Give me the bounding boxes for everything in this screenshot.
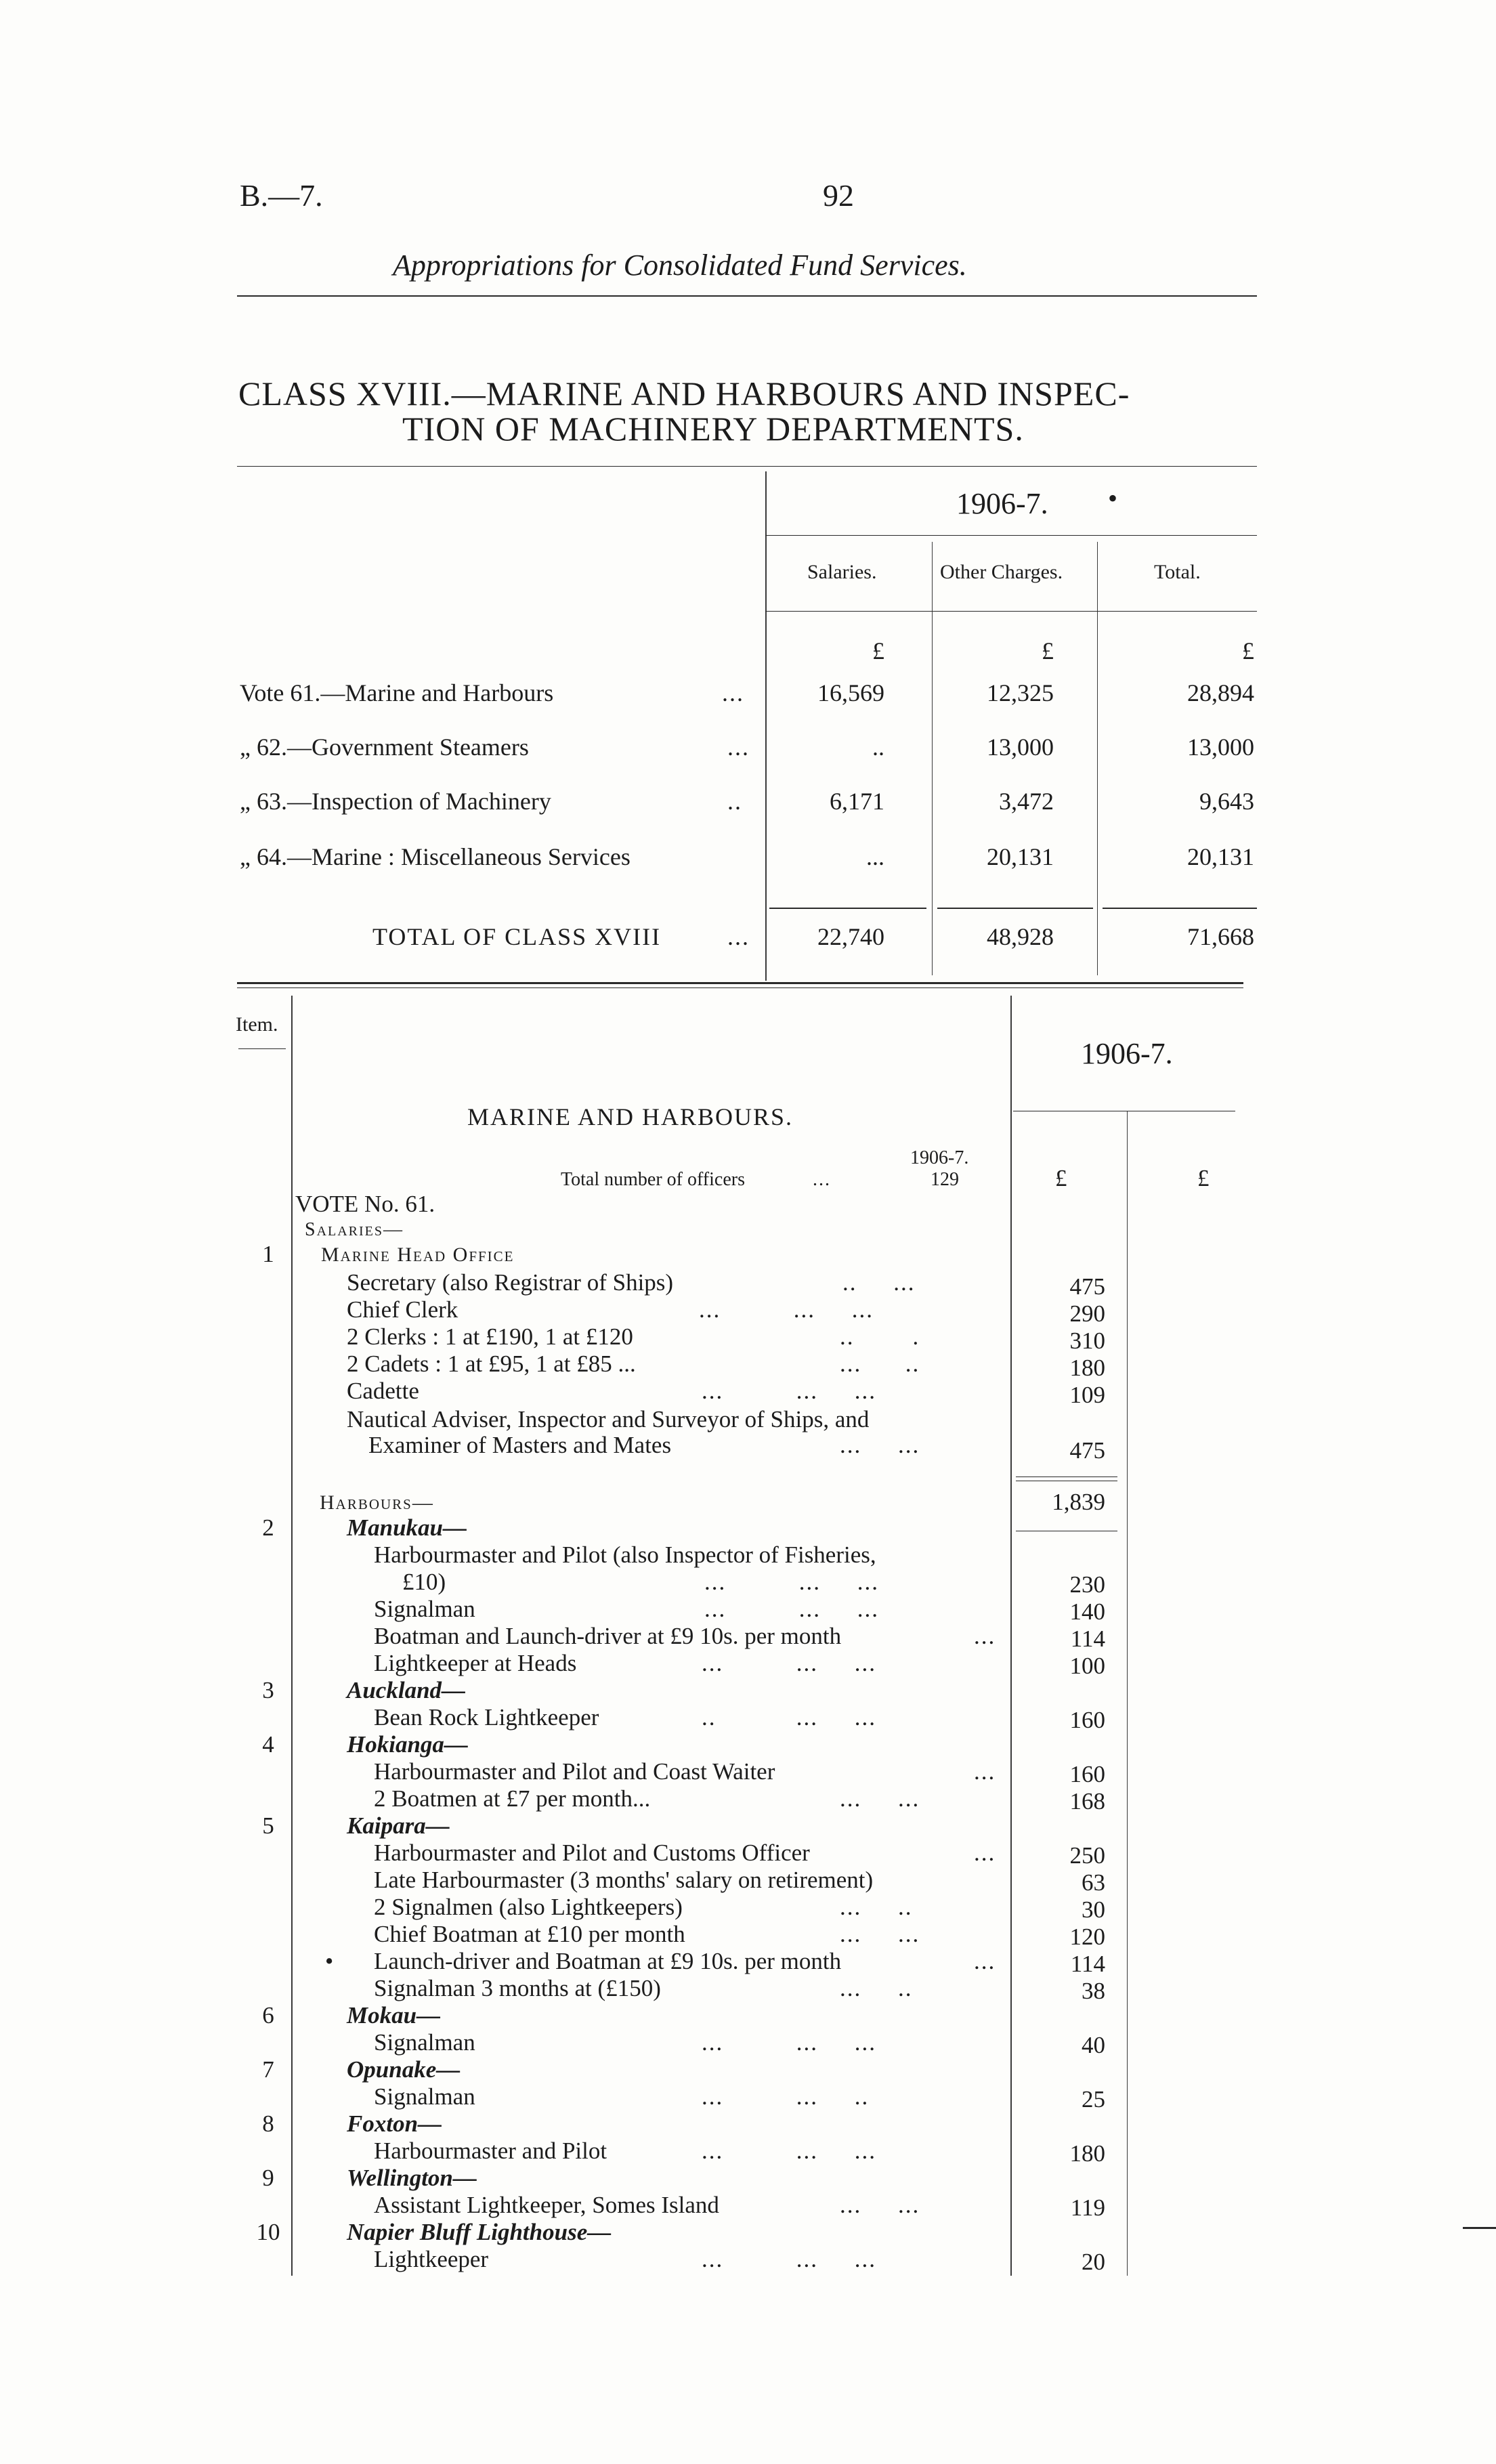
leader-dots: .. .: [840, 1323, 920, 1350]
line-text: Signalman 3 months at (£150): [374, 1975, 661, 2001]
leader-dots: ... ... ...: [704, 1569, 879, 1595]
line-amount: 100: [1069, 1653, 1105, 1679]
item-number: 7: [262, 2056, 274, 2083]
summary-row-total: 20,131: [1187, 843, 1254, 870]
detail-currency-1: £: [1055, 1165, 1067, 1191]
leader-dots: ... ...: [840, 1785, 920, 1812]
harbour-name: Mokau—: [347, 2002, 441, 2028]
summary-year-rule: [765, 535, 1257, 536]
harbour-name: Auckland—: [347, 1677, 466, 1703]
line-amount: 30: [1082, 1896, 1105, 1923]
item-number: 5: [262, 1812, 274, 1839]
line-text: Boatman and Launch-driver at £9 10s. per month: [374, 1623, 842, 1649]
summary-row-label: Vote 61.—Marine and Harbours: [240, 679, 554, 706]
line-amount: 230: [1069, 1571, 1105, 1598]
summary-row-salaries: 6,171: [830, 788, 884, 815]
section-title: MARINE AND HARBOURS.: [467, 1103, 794, 1130]
leader-dots: ... ..: [840, 1351, 920, 1377]
line-amount: 20: [1082, 2249, 1105, 2275]
line-text: Lightkeeper: [374, 2246, 489, 2272]
line-amount: 114: [1070, 1626, 1105, 1652]
line-amount: 310: [1069, 1327, 1105, 1354]
vote-number: VOTE No. 61.: [295, 1191, 435, 1217]
leader-dots: ...: [727, 923, 750, 950]
leader-dots: ..: [727, 788, 742, 815]
leader-dots: ... ... ..: [702, 2083, 870, 2110]
harbour-name: Kaipara—: [347, 1812, 450, 1839]
line-text: Assistant Lightkeeper, Somes Island: [374, 2192, 719, 2218]
summary-row-total: 9,643: [1199, 788, 1254, 815]
line-amount: 160: [1069, 1707, 1105, 1733]
item-number: 2: [262, 1514, 274, 1541]
line-amount: 25: [1082, 2086, 1105, 2112]
line-text: Lightkeeper at Heads: [374, 1650, 577, 1676]
harbour-name: Foxton—: [347, 2110, 442, 2137]
line-amount: 38: [1082, 1978, 1105, 2004]
total-rule-other: [937, 908, 1093, 909]
summary-row-other: 20,131: [987, 843, 1054, 870]
line-text: £10): [402, 1569, 446, 1595]
leader-dots: ... ... ...: [702, 2246, 876, 2272]
leader-dots: ... ...: [840, 1921, 920, 1947]
head-office-subtotal: 1,839: [1052, 1489, 1105, 1515]
item-header-rule: [238, 1048, 286, 1049]
item-number: 10: [256, 2219, 280, 2245]
amount-column-rule: [1010, 996, 1012, 2276]
currency-other: £: [1042, 637, 1054, 664]
total-rule-total: [1103, 908, 1257, 909]
item-number: 6: [262, 2002, 274, 2028]
line-text: 2 Signalmen (also Lightkeepers): [374, 1894, 683, 1920]
line-text: Chief Clerk: [347, 1296, 458, 1323]
leader-dots: ...: [727, 734, 750, 761]
officers-count: 129: [931, 1169, 959, 1190]
line-amount: 140: [1069, 1598, 1105, 1625]
harbour-name: Hokianga—: [347, 1731, 468, 1758]
leader-dots: ...: [974, 1840, 996, 1866]
line-amount: 180: [1069, 1355, 1105, 1381]
summary-year: 1906-7.: [956, 487, 1048, 520]
summary-divider: [765, 471, 767, 981]
class-title-rule: [237, 466, 1257, 467]
summary-row-label: „ 63.—Inspection of Machinery: [240, 788, 551, 815]
summary-total-other: 48,928: [987, 923, 1054, 950]
line-amount: 114: [1070, 1951, 1105, 1977]
item-number: 4: [262, 1731, 274, 1758]
leader-dots: ...: [722, 679, 744, 706]
line-amount: 180: [1069, 2140, 1105, 2167]
leader-dots: ... ... ...: [702, 2029, 876, 2056]
summary-total-total: 71,668: [1187, 923, 1254, 950]
item-number: 3: [262, 1677, 274, 1703]
bullet-mark: •: [325, 1948, 334, 1974]
leader-dots: ... ... ...: [704, 1596, 879, 1622]
item-header: Item.: [236, 1013, 278, 1036]
line-amount: 120: [1069, 1924, 1105, 1950]
item-column-rule: [291, 996, 293, 2276]
class-title-line-1: CLASS XVIII.—MARINE AND HARBOURS AND INSPEC-: [238, 375, 1130, 412]
leader-dots: ...: [974, 1948, 996, 1974]
line-text: 2 Boatmen at £7 per month...: [374, 1785, 651, 1812]
line-amount: 160: [1069, 1761, 1105, 1787]
summary-col-total: Total.: [1154, 561, 1201, 583]
margin-mark: [1463, 2227, 1496, 2229]
leader-dots: .. ...: [842, 1269, 916, 1296]
line-text: Harbourmaster and Pilot: [374, 2138, 607, 2164]
officers-year: 1906-7.: [910, 1147, 969, 1168]
item-number: 1: [262, 1241, 274, 1267]
decorative-dot: •: [1108, 483, 1118, 513]
harbour-name: Manukau—: [347, 1514, 467, 1541]
summary-row-other: 3,472: [999, 788, 1054, 815]
detail-currency-2: £: [1197, 1165, 1210, 1191]
line-text: Launch-driver and Boatman at £9 10s. per month: [374, 1948, 842, 1974]
summary-col-salaries: Salaries.: [807, 561, 877, 583]
currency-total: £: [1242, 637, 1254, 664]
leader-dots: ... ... ...: [702, 1650, 876, 1676]
leader-dots: ... ... ...: [702, 2138, 876, 2164]
summary-total-label: TOTAL OF CLASS XVIII: [372, 923, 662, 950]
summary-row-other: 12,325: [987, 679, 1054, 706]
summary-row-label: „ 62.—Government Steamers: [240, 734, 529, 761]
leader-dots: ...: [974, 1623, 996, 1649]
line-amount: 109: [1069, 1382, 1105, 1408]
leader-dots: ... ... ...: [702, 1378, 876, 1404]
summary-row-salaries: ...: [866, 843, 884, 870]
line-text: Signalman: [374, 2083, 475, 2110]
line-text: Chief Boatman at £10 per month: [374, 1921, 685, 1947]
item-number: 9: [262, 2165, 274, 2191]
line-amount: 290: [1069, 1300, 1105, 1327]
summary-row-total: 28,894: [1187, 679, 1254, 706]
line-amount: 250: [1069, 1842, 1105, 1869]
summary-row-other: 13,000: [987, 734, 1054, 761]
summary-row-total: 13,000: [1187, 734, 1254, 761]
harbours-heading: Harbours—: [320, 1491, 434, 1514]
line-text: Signalman: [374, 1596, 475, 1622]
harbour-name: Napier Bluff Lighthouse—: [347, 2219, 612, 2245]
line-amount: 475: [1069, 1273, 1105, 1300]
total-rule-salaries: [769, 908, 926, 909]
line-text: Harbourmaster and Pilot and Customs Officer: [374, 1840, 810, 1866]
line-amount: 168: [1069, 1788, 1105, 1814]
line-text: Examiner of Masters and Mates: [368, 1432, 672, 1458]
leader-dots: ... ..: [840, 1975, 913, 2001]
line-text: Harbourmaster and Pilot (also Inspector of Fisheries,: [374, 1542, 876, 1568]
line-text: 2 Cadets : 1 at £95, 1 at £85 ...: [347, 1351, 636, 1377]
leader-dots: .. ... ...: [702, 1704, 876, 1730]
summary-total-salaries: 22,740: [817, 923, 884, 950]
line-text: Signalman: [374, 2029, 475, 2056]
salaries-heading: Salaries—: [305, 1219, 404, 1240]
line-text: Cadette: [347, 1378, 419, 1404]
section-double-rule: [237, 982, 1243, 984]
currency-salaries: £: [872, 637, 884, 664]
leader-dots: ... ... ...: [699, 1296, 874, 1323]
summary-row-salaries: ..: [872, 734, 884, 761]
summary-head-rule: [765, 611, 1257, 612]
page-reference: B.—7.: [240, 178, 323, 213]
leader-dots: ...: [974, 1758, 996, 1785]
line-text: Late Harbourmaster (3 months' salary on retirement): [374, 1867, 874, 1893]
leader-dots: ...: [813, 1169, 831, 1190]
summary-row-salaries: 16,569: [817, 679, 884, 706]
page-number: 92: [823, 178, 854, 213]
leader-dots: ... ...: [840, 1432, 920, 1458]
class-title-line-2: TION OF MACHINERY DEPARTMENTS.: [402, 410, 1024, 448]
line-amount: 63: [1082, 1869, 1105, 1896]
header-rule: [237, 295, 1257, 297]
line-text: Nautical Adviser, Inspector and Surveyor of Ships, and: [347, 1406, 870, 1432]
running-title: Appropriations for Consolidated Fund Services.: [393, 249, 967, 282]
officers-label: Total number of officers: [561, 1169, 745, 1190]
item-number: 8: [262, 2110, 274, 2137]
line-text: Secretary (also Registrar of Ships): [347, 1269, 674, 1296]
harbour-name: Wellington—: [347, 2165, 477, 2191]
section-double-rule-2: [237, 987, 1243, 988]
harbour-name: Opunake—: [347, 2056, 461, 2083]
line-text: Bean Rock Lightkeeper: [374, 1704, 599, 1730]
line-amount: 475: [1069, 1437, 1105, 1464]
leader-dots: ... ..: [840, 1894, 913, 1920]
line-amount: 40: [1082, 2032, 1105, 2058]
detail-year-header: 1906-7.: [1081, 1037, 1173, 1070]
line-text: 2 Clerks : 1 at £190, 1 at £120: [347, 1323, 633, 1350]
line-amount: 119: [1070, 2194, 1105, 2221]
leader-dots: ... ...: [840, 2192, 920, 2218]
head-office-label: Marine Head Office: [321, 1244, 515, 1266]
summary-col-rule-2: [1097, 542, 1098, 975]
summary-row-label: „ 64.—Marine : Miscellaneous Services: [240, 843, 631, 870]
summary-col-other-charges: Other Charges.: [940, 561, 1063, 583]
line-text: Harbourmaster and Pilot and Coast Waiter: [374, 1758, 775, 1785]
subtotal-column-rule: [1127, 1111, 1128, 2276]
